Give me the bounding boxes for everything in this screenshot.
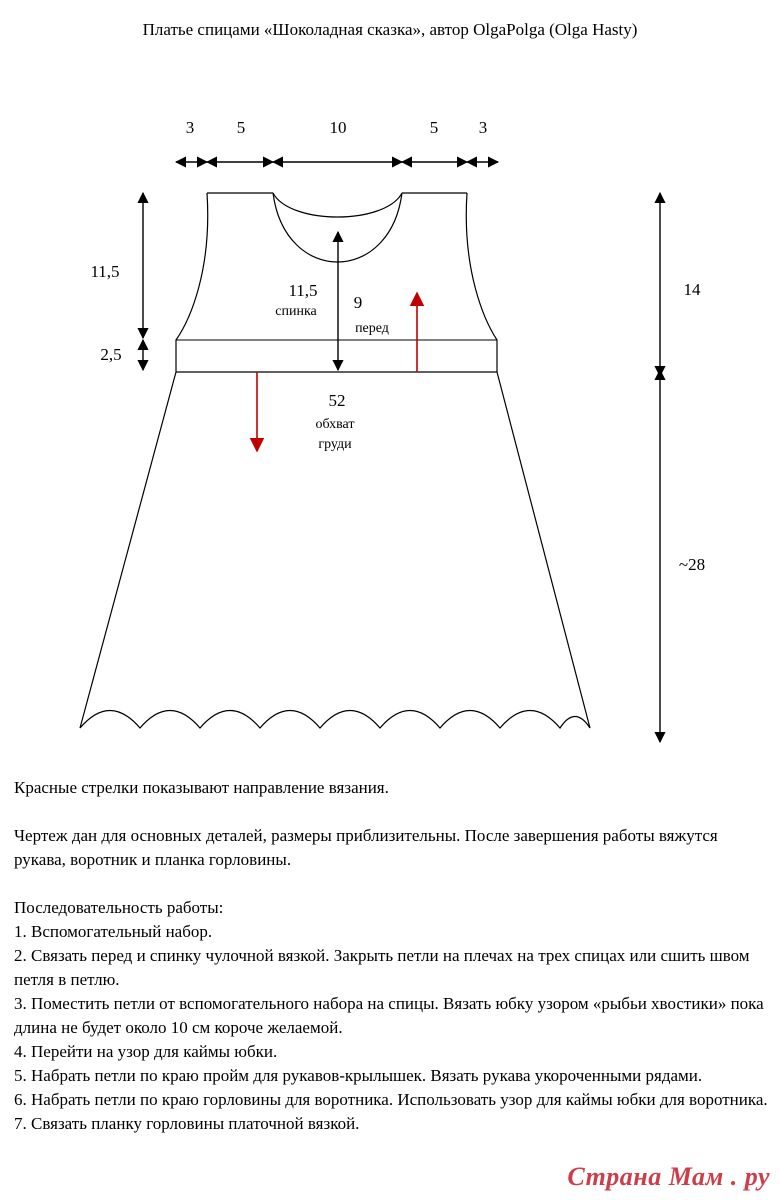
bodice-height-label: 14	[683, 280, 701, 299]
notes-arrows-line: Красные стрелки показывают направление вязания.	[14, 778, 389, 797]
back-label: спинка	[275, 304, 317, 319]
chest-label-1: обхват	[315, 417, 355, 432]
step-item: 6. Набрать петли по краю горловины для воротника. Использовать узор для каймы юбки для воротника.	[14, 1090, 768, 1109]
armhole-height-label: 11,5	[90, 262, 120, 281]
width-label-1: 3	[185, 118, 195, 137]
sequence-title: Последовательность работы:	[14, 898, 224, 917]
site-watermark: Страна Мам . ру	[567, 1162, 770, 1191]
step-item: 3. Поместить петли от вспомогательного набора на спицы. Вязать юбку узором «рыбьи хвостики» пока длина не будет около 10 см короче желаемой.	[14, 994, 764, 1037]
width-label-4: 5	[429, 118, 439, 137]
skirt-length-label: ~28	[678, 555, 706, 574]
page-title: Платье спицами «Шоколадная сказка», автор OlgaPolga (Olga Hasty)	[142, 20, 638, 39]
chest-label-2: груди	[318, 437, 352, 452]
notes-drawing-line: Чертеж дан для основных деталей, размеры приблизительны. После завершения работы вяжутся рукава, воротник и планка горловины.	[14, 826, 718, 869]
chest-value: 52	[328, 391, 346, 410]
back-neck-depth-label: 11,5	[288, 281, 318, 300]
step-item: 4. Перейти на узор для каймы юбки.	[14, 1042, 278, 1061]
width-label-3: 10	[329, 118, 347, 137]
width-label-5: 3	[478, 118, 488, 137]
front-label: перед	[355, 321, 389, 336]
width-label-2: 5	[236, 118, 246, 137]
dress-outline	[80, 193, 590, 728]
step-item: 5. Набрать петли по краю пройм для рукавов-крылышек. Вязать рукава укороченными рядами.	[14, 1066, 703, 1085]
step-item: 1. Вспомогательный набор.	[14, 922, 213, 941]
armhole-bottom-label: 2,5	[100, 345, 122, 364]
step-item: 7. Связать планку горловины платочной вязкой.	[14, 1114, 360, 1133]
notes-section	[14, 776, 769, 1136]
front-neck-depth-label: 9	[353, 293, 363, 312]
step-item: 2. Связать перед и спинку чулочной вязкой. Закрыть петли на плечах на трех спицах или сшить швом петля в петлю.	[14, 946, 750, 989]
